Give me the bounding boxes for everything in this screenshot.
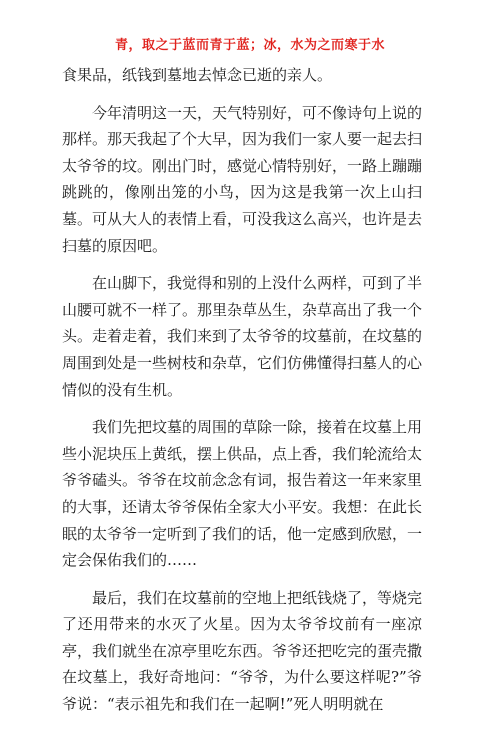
document-body <box>62 62 422 729</box>
paragraph-5: 最后，我们在坟墓前的空地上把纸钱烧了，等烧完了还用带来的水灭了火星。因为太爷爷坟前有一座凉亭，我们就坐在凉亭里吃东西。爷爷还把吃完的蛋壳撒在坟墓上，我好奇地问：“爷爷，为什么要这样呢?”爷爷说：“表示祖先和我们在一起啊!”死人明明就在 <box>62 588 423 714</box>
paragraph-1: 食果品，纸钱到墓地去悼念已逝的亲人。 <box>62 66 333 84</box>
paragraph-2: 今年清明这一天，天气特别好，可不像诗句上说的那样。那天我起了个大早，因为我们一家人要一起去扫太爷爷的坟。刚出门时，感觉心情特别好，一路上蹦蹦跳跳的，像刚出笼的小鸟，因为这是我第一次上山扫墓。可从大人的表情上看，可没我这么高兴，也许是去扫墓的原因吧。 <box>62 103 423 255</box>
paragraph-3: 在山脚下，我觉得和别的上没什么两样，可到了半山腰可就不一样了。那里杂草丛生，杂草高出了我一个头。走着走着，我们来到了太爷爷的坟墓前，在坟墓的周围到处是一些树枝和杂草，它们仿佛懂得扫墓人的心情似的没有生机。 <box>62 274 423 399</box>
paragraph-4: 我们先把坟墓的周围的草除一除，接着在坟墓上用些小泥块压上黄纸，摆上供品，点上香，我们轮流给太爷爷磕头。爷爷在坟前念念有词，报告着这一年来家里的大事，还请太爷爷保佑全家大小平安。我想：在此长眠的太爷爷一定听到了我们的话，他一定感到欣慰，一定会保佑我们的…… <box>62 418 423 570</box>
header-motto: 青，取之于蓝而青于蓝；冰，水为之而寒于水 <box>114 38 385 53</box>
